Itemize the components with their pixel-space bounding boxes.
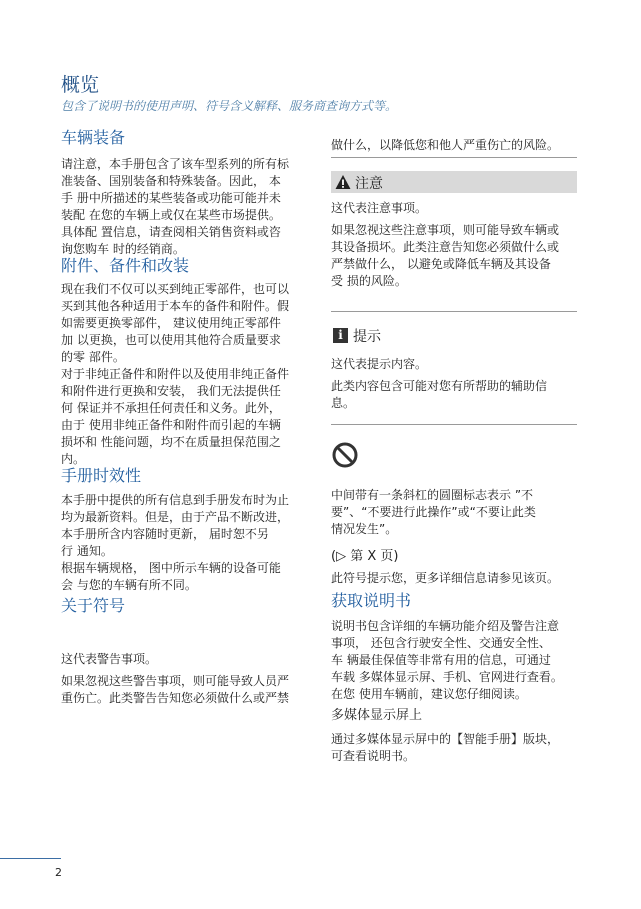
paragraph-parts-modification: 现在我们不仅可以买到纯正零部件，也可以 买到其他各种适用于本车的备件和附件。假 如需要更换零部件， 建议使用纯正零部件 加 以更换，也可以使用其他符合质量要求 的零 部件。 对于非纯正备件和附件以及使用非纯正备件 和附件进行更换和安装， 我们无法提供任 何 保证并不承担任何责任和义务。此外， 由于 使用非纯正备件和附件而引起的车辆 损坏和 性能问题，均不在质量担保范围之 内。 xyxy=(61,282,290,466)
divider xyxy=(331,311,577,312)
tip-header xyxy=(331,325,577,347)
paragraph-vehicle-equipment: 请注意，本手册包含了该车型系列的所有标 准装备、国别装备和特殊装备。因此， 本 手 册中所描述的某些装备或功能可能并未 装配 在您的车辆上或仅在某些市场提供。 具体配 置信息，请查阅相关销售资料或咨 询您购车 时的经销商。 xyxy=(61,157,290,256)
info-icon: i xyxy=(333,328,348,343)
heading-vehicle-equipment: 车辆装备 xyxy=(61,128,126,147)
heading-manual-validity: 手册时效性 xyxy=(61,466,142,485)
heading-about-symbols: 关于符号 xyxy=(61,596,126,615)
prohibition-description: 中间带有一条斜杠的圆圈标志表示 ”不 要”、“不要进行此操作”或“不要让此类 情况发生”。 xyxy=(331,488,536,536)
paragraph-obtain-manual: 说明书包含详细的车辆功能介绍及警告注意 事项， 还包含行驶安全性、交通安全性、 车 辆最佳保值等非常有用的信息，可通过 车载 多媒体显示屏、手机、官网进行查看。 在您 使用车辆前，建议您仔细阅读。 xyxy=(331,619,563,701)
notice-label: 注意 xyxy=(355,176,383,192)
tip-definition: 这代表提示内容。 xyxy=(331,357,428,371)
warning-triangle-icon xyxy=(335,174,351,190)
paragraph-media-display: 通过多媒体显示屏中的【智能手册】版块， 可查看说明书。 xyxy=(331,732,560,763)
page-subtitle: 包含了说明书的使用声明、符号含义解释、服务商查询方式等。 xyxy=(61,99,398,113)
tip-label: 提示 xyxy=(353,329,381,345)
warning-body: 如果忽视这些警告事项，则可能导致人员严 重伤亡。此类警告告知您必须做什么或严禁 xyxy=(61,674,290,705)
warning-body-continued: 做什么，以降低您和他人严重伤亡的风险。 xyxy=(331,138,560,152)
footer-line xyxy=(0,858,61,859)
page-number: 2 xyxy=(55,866,62,879)
tip-body: 此类内容包含可能对您有所帮助的辅助信 息。 xyxy=(331,379,548,410)
warning-definition: 这代表警告事项。 xyxy=(61,652,158,666)
notice-bar xyxy=(331,171,577,193)
page-title: 概览 xyxy=(61,74,100,96)
page-reference-symbol: (▷ 第 X 页) xyxy=(331,549,399,564)
prohibition-icon xyxy=(331,441,359,469)
heading-parts-modification: 附件、备件和改装 xyxy=(61,256,190,275)
heading-obtain-manual: 获取说明书 xyxy=(331,591,412,610)
notice-definition: 这代表注意事项。 xyxy=(331,201,428,215)
divider xyxy=(331,157,577,158)
paragraph-manual-validity: 本手册中提供的所有信息到手册发布时为止 均为最新资料。但是，由于产品不断改进， 本手册所含内容随时更新， 届时恕不另 行 通知。 根据车辆规格， 图中所示车辆的设备可能 会 与您的车辆有所不同。 xyxy=(61,493,290,592)
notice-body: 如果忽视这些注意事项，则可能导致车辆或 其设备损坏。此类注意告知您必须做什么或 严禁做什么， 以避免或降低车辆及其设备 受 损的风险。 xyxy=(331,223,560,288)
divider xyxy=(331,424,577,425)
media-display-subtitle: 多媒体显示屏上 xyxy=(331,708,423,723)
page-reference-description: 此符号提示您，更多详细信息请参见该页。 xyxy=(331,571,560,585)
